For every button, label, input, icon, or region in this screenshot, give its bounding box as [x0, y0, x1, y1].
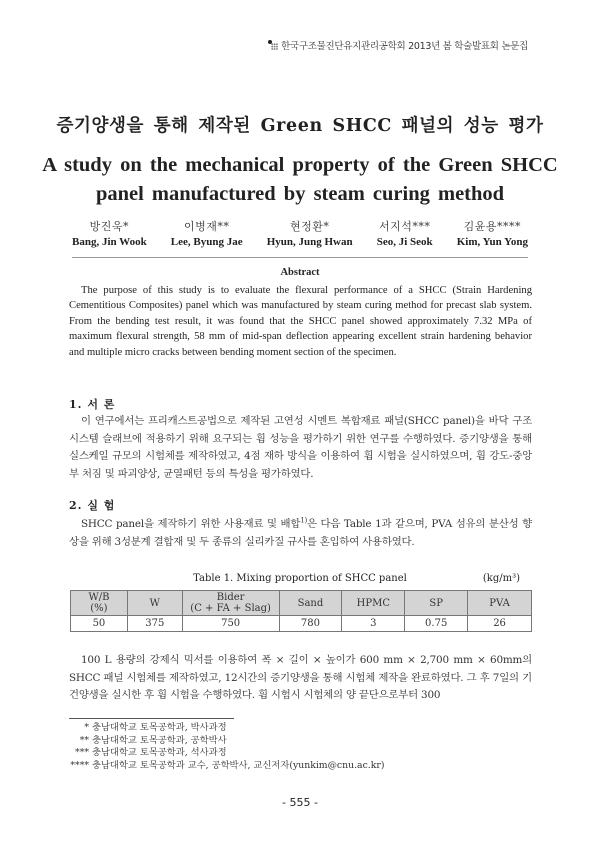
table-header-row — [71, 591, 532, 616]
table-cell: 780 — [279, 616, 342, 632]
footnote: * 충남대학교 토목공학과, 박사과정 — [84, 722, 227, 733]
author-name-english: Bang, Jin Wook — [72, 236, 147, 248]
title-divider — [72, 257, 528, 258]
title-english — [0, 151, 600, 209]
section-2-text-a: SHCC panel을 제작하기 위한 사용재료 및 배합 — [81, 518, 301, 530]
author-name-english: Kim, Yun Yong — [456, 236, 528, 248]
section-1-heading: 1. 서 론 — [69, 398, 116, 411]
section-2-text-b: 은 다음 Table 1과 같으며, PVA 섬유의 분산성 향상을 위해 3성분계 결합재 및 두 종류의 실리카질 규사를 혼입하여 사용하였다. — [69, 518, 532, 548]
footnote: ** 충남대학교 토목공학과, 공학박사 — [79, 734, 227, 746]
table-header-cell: W — [127, 591, 182, 616]
diamond-grid-icon — [268, 40, 278, 50]
title-korean: 증기양생을 통해 제작된 Green SHCC 패널의 성능 평가 — [56, 116, 544, 136]
author — [72, 218, 147, 248]
title-english-line2: panel manufactured by steam curing method — [95, 183, 505, 205]
author — [457, 218, 528, 248]
citation-superscript: 1) — [300, 516, 308, 525]
table-cell: 26 — [468, 616, 532, 632]
author-name-korean: 현정환* — [289, 220, 330, 233]
table-cell: 3 — [342, 616, 405, 632]
footnotes — [69, 722, 384, 772]
table-header-cell: PVA — [468, 591, 532, 616]
table-header-cell: Sand — [279, 591, 342, 616]
page-number: - 555 - — [282, 796, 318, 809]
section-2-paragraph-2: 100 L 용량의 강제식 믹서를 이용하여 폭 × 길이 × 높이가 600 mm × 2,700 mm × 60mm의 SHCC 패널 시험체를 제작하였고, 12시간의 증기양생을 통해 시험체 제작을 완료하였다. 그 후 7일의 기건양생을 실시한 후 휨 시험을 수행하였다. 휨 시험시 시험체의 양 끝단으로부터 300 — [69, 654, 532, 701]
table-row — [71, 616, 532, 632]
author — [267, 218, 353, 248]
author-name-korean: 김윤용**** — [463, 220, 522, 233]
section-2-text — [69, 516, 532, 551]
author-name-english: Seo, Ji Seok — [376, 236, 433, 248]
table-unit: (kg/m³) — [482, 573, 520, 584]
author-name-korean: 이병재** — [184, 220, 230, 233]
abstract-heading: Abstract — [280, 267, 320, 278]
table-header-cell: HPMC — [342, 591, 405, 616]
journal-header — [268, 38, 528, 52]
section-2-heading: 2. 실 험 — [69, 499, 116, 512]
author-name-english: Lee, Byung Jae — [170, 236, 243, 248]
table-header-cell: Bider (C + FA + Slag) — [182, 591, 279, 616]
table-caption: Table 1. Mixing proportion of SHCC panel — [193, 573, 407, 584]
table-header-cell: SP — [405, 591, 468, 616]
section-1-text: 이 연구에서는 프리캐스트공법으로 제작된 고연성 시멘트 복합재료 패널(SHCC panel)을 바닥 구조시스템 슬래브에 적용하기 위해 요구되는 휨 성능을 평가하기 위한 연구를 수행하였다. 증기양생을 통해 실스케일 규모의 시험체를 제작하였고, 4점 재하 방식을 이용하여 휨 시험을 실시하였으며, 휨 강도-중앙부 처짐 및 파괴양상, 균열패턴 등의 특성을 평가하였다. — [69, 415, 532, 480]
footnote: **** 충남대학교 토목공학과 교수, 공학박사, 교신저자(yunkim@cnu.ac.kr) — [70, 759, 385, 771]
footnote: *** 충남대학교 토목공학과, 석사과정 — [75, 747, 227, 758]
author-name-english: Hyun, Jung Hwan — [266, 236, 353, 248]
mixing-proportion-table — [70, 590, 532, 632]
author — [171, 218, 243, 248]
author-name-korean: 방진욱* — [89, 220, 130, 233]
table-cell: 750 — [182, 616, 279, 632]
abstract-text: The purpose of this study is to evaluate the flexural performance of a SHCC (Strain Hardening Cementitious Composites) panel which was manufactured by steam curing method for precast slab system. From the bending test result, it was found that the SHCC panel showed approximately 7.32 MPa of maximum flexural strength, 58 mm of mid-span deflection appearing excellent strain hardening behavior and multiple micro cracks between bending moment section of the specimen. — [69, 285, 532, 358]
table-cell: 0.75 — [405, 616, 468, 632]
author — [377, 218, 433, 248]
journal-name: 한국구조물진단유지관리공학회 2013년 봄 학술발표회 논문집 — [281, 41, 528, 52]
table-cell: 50 — [71, 616, 128, 632]
title-english-line1: A study on the mechanical property of the Green SHCC — [42, 154, 558, 176]
author-list — [72, 218, 528, 248]
footnote-divider — [69, 718, 234, 719]
author-name-korean: 서지석*** — [378, 220, 431, 233]
table-cell: 375 — [127, 616, 182, 632]
table-header-cell: W/B (%) — [71, 591, 128, 616]
